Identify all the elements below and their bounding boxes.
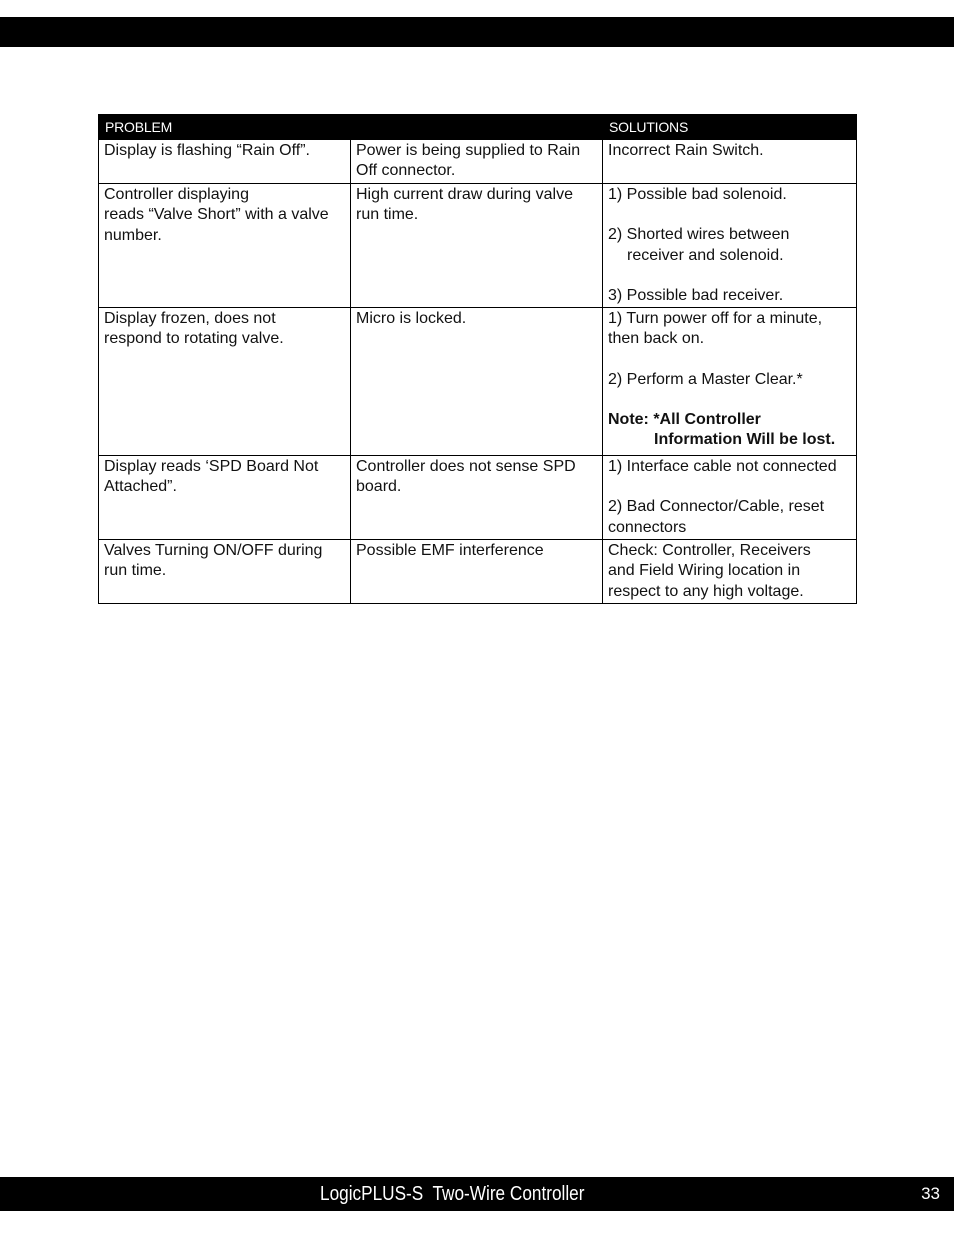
problem-cell (99, 456, 351, 540)
table-header-row (99, 115, 857, 140)
problem-header: PROBLEM (99, 115, 603, 140)
cell-text: Display frozen, does not (104, 310, 276, 327)
cell-text: respond to rotating valve. (104, 330, 284, 348)
cell-text: Display reads ‘SPD Board Not (104, 458, 319, 475)
solution-cell (603, 140, 857, 184)
table-row (99, 308, 857, 456)
cell-text: Attached”. (104, 478, 177, 496)
cell-text: reads “Valve Short” with a valve (104, 206, 329, 224)
solution-cell (603, 184, 857, 308)
cell-text: Off connector. (356, 162, 456, 180)
cell-text: Possible EMF interference (356, 542, 544, 559)
header-bar (0, 17, 954, 47)
footer-title: LogicPLUS-S Two-Wire Controller (320, 1183, 585, 1205)
solution-cell (603, 308, 857, 456)
troubleshooting-table (98, 114, 856, 604)
cell-text: Power is being supplied to Rain (356, 142, 581, 159)
table-row (99, 184, 857, 308)
cell-text: 2) Perform a Master Clear.* (608, 370, 803, 388)
cell-text: receiver and solenoid. (627, 246, 784, 264)
footer-bar (0, 1177, 954, 1211)
cell-text: Incorrect Rain Switch. (608, 142, 764, 159)
cell-text: Micro is locked. (356, 310, 467, 327)
problem-cell (99, 184, 351, 308)
problem-cell (99, 140, 351, 184)
cell-text: Controller does not sense SPD (356, 458, 576, 475)
note-text: Note: *All Controller (608, 410, 761, 428)
cell-text: run time. (356, 206, 419, 224)
solution-cell (603, 540, 857, 604)
cell-text: respect to any high voltage. (608, 582, 804, 600)
cell-text: 3) Possible bad receiver. (608, 286, 784, 304)
cell-text: High current draw during valve (356, 186, 573, 203)
cell-text: 1) Possible bad solenoid. (608, 186, 787, 203)
cause-cell (351, 308, 603, 456)
cell-text: Valves Turning ON/OFF during (104, 542, 323, 559)
cell-text: Display is flashing “Rain Off”. (104, 142, 310, 159)
problem-cell (99, 308, 351, 456)
cause-cell (351, 140, 603, 184)
cell-text: 1) Interface cable not connected (608, 458, 837, 475)
cell-text: 2) Bad Connector/Cable, reset (608, 498, 825, 516)
cell-text: Controller displaying (104, 186, 249, 203)
solution-cell (603, 456, 857, 540)
cell-text: number. (104, 226, 162, 244)
cause-cell (351, 540, 603, 604)
cell-text: then back on. (608, 330, 705, 348)
cause-cell (351, 456, 603, 540)
cell-text: 1) Turn power off for a minute, (608, 310, 823, 327)
solutions-header: SOLUTIONS (603, 115, 857, 140)
cell-text: Check: Controller, Receivers (608, 542, 811, 559)
table-row (99, 140, 857, 184)
table-row (99, 456, 857, 540)
cell-text: board. (356, 478, 402, 496)
note-text: Information Will be lost. (654, 431, 836, 449)
page-number: 33 (921, 1184, 940, 1203)
cause-cell (351, 184, 603, 308)
cell-text: run time. (104, 562, 167, 580)
cell-text: 2) Shorted wires between (608, 226, 790, 244)
table-row (99, 540, 857, 604)
cell-text: and Field Wiring location in (608, 562, 801, 580)
cell-text: connectors (608, 518, 687, 536)
problem-cell (99, 540, 351, 604)
